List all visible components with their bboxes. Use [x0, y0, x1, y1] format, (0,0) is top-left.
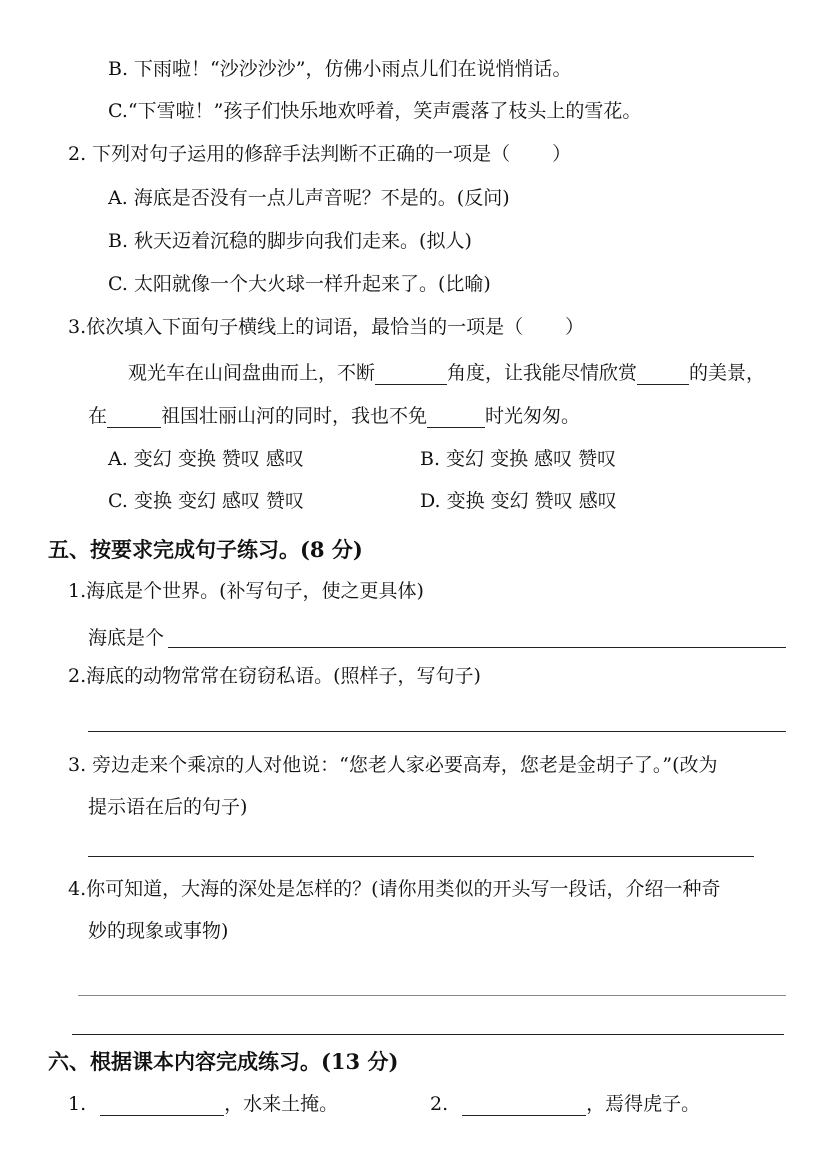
item-number: 1.: [68, 1093, 87, 1115]
answer-line[interactable]: [78, 995, 786, 996]
q3-stem-text: 3.依次填入下面句子横线上的词语，最恰当的一项是（: [68, 316, 524, 338]
passage-text: 时光匆匆。: [485, 405, 581, 427]
s5-item-3-line-1: 3. 旁边走来个乘凉的人对他说：“您老人家必要高寿，您老是金胡子了。”(改为: [68, 754, 718, 776]
q3-option-b: B. 变幻 变换 感叹 赞叹: [420, 448, 617, 470]
q3-stem-end: ）: [565, 316, 585, 338]
answer-line[interactable]: [72, 1034, 784, 1035]
answer-line[interactable]: [88, 856, 754, 857]
q2-stem-text: 2. 下列对句子运用的修辞手法判断不正确的一项是（: [68, 143, 511, 165]
q2-stem: [68, 142, 571, 166]
passage-text: 在: [88, 405, 108, 427]
q3-passage-line-1: [128, 361, 765, 385]
section-5-title: 五、按要求完成句子练习。(8 分): [48, 537, 363, 562]
q1-option-c: C.“下雪啦！”孩子们快乐地欢呼着，笑声震落了枝头上的雪花。: [108, 100, 642, 122]
fill-blank[interactable]: [375, 366, 447, 385]
q2-option-b: B. 秋天迈着沉稳的脚步向我们走来。(拟人): [108, 230, 472, 252]
item-text: ，焉得虎子。: [586, 1093, 701, 1115]
q3-stem: [68, 315, 584, 339]
passage-text: 观光车在山间盘曲而上，不断: [128, 362, 376, 384]
passage-text: 祖国壮丽山河的同时，我也不免: [161, 405, 428, 427]
section-6-title: 六、根据课本内容完成练习。(13 分): [48, 1049, 399, 1074]
fill-blank[interactable]: [107, 409, 161, 428]
q3-option-c: C. 变换 变幻 感叹 赞叹: [108, 490, 305, 512]
q2-stem-end: ）: [552, 143, 572, 165]
fill-blank[interactable]: [637, 366, 689, 385]
s5-item-2: 2.海底的动物常常在窃窃私语。(照样子，写句子): [68, 665, 481, 687]
fill-blank[interactable]: [427, 409, 485, 428]
s5-item-3-line-2: 提示语在后的句子): [88, 796, 248, 818]
q2-option-c: C. 太阳就像一个大火球一样升起来了。(比喻): [108, 273, 491, 295]
q3-option-a: A. 变幻 变换 赞叹 感叹: [108, 448, 304, 470]
item-text: ，水来土掩。: [224, 1093, 339, 1115]
item-number: 2.: [430, 1093, 449, 1115]
fill-blank[interactable]: [100, 1097, 224, 1116]
s6-item-1: [68, 1092, 338, 1116]
s5-item-4-line-2: 妙的现象或事物): [88, 920, 229, 942]
s6-item-2: [430, 1092, 700, 1116]
passage-text: 的美景，: [689, 362, 766, 384]
s5-item-1-fill: 海底是个: [88, 627, 165, 649]
q3-option-d: D. 变换 变幻 赞叹 感叹: [420, 490, 617, 512]
answer-line[interactable]: [168, 647, 786, 648]
q2-option-a: A. 海底是否没有一点儿声音呢？不是的。(反问): [108, 187, 510, 209]
answer-line[interactable]: [88, 731, 786, 732]
fill-blank[interactable]: [462, 1097, 586, 1116]
s5-item-1: 1.海底是个世界。(补写句子，使之更具体): [68, 580, 424, 602]
q1-option-b: B. 下雨啦！“沙沙沙沙”，仿佛小雨点儿们在说悄悄话。: [108, 58, 572, 80]
q3-passage-line-2: [88, 404, 580, 428]
passage-text: 角度，让我能尽情欣赏: [447, 362, 638, 384]
s5-item-4-line-1: 4.你可知道，大海的深处是怎样的？(请你用类似的开头写一段话，介绍一种奇: [68, 878, 721, 900]
